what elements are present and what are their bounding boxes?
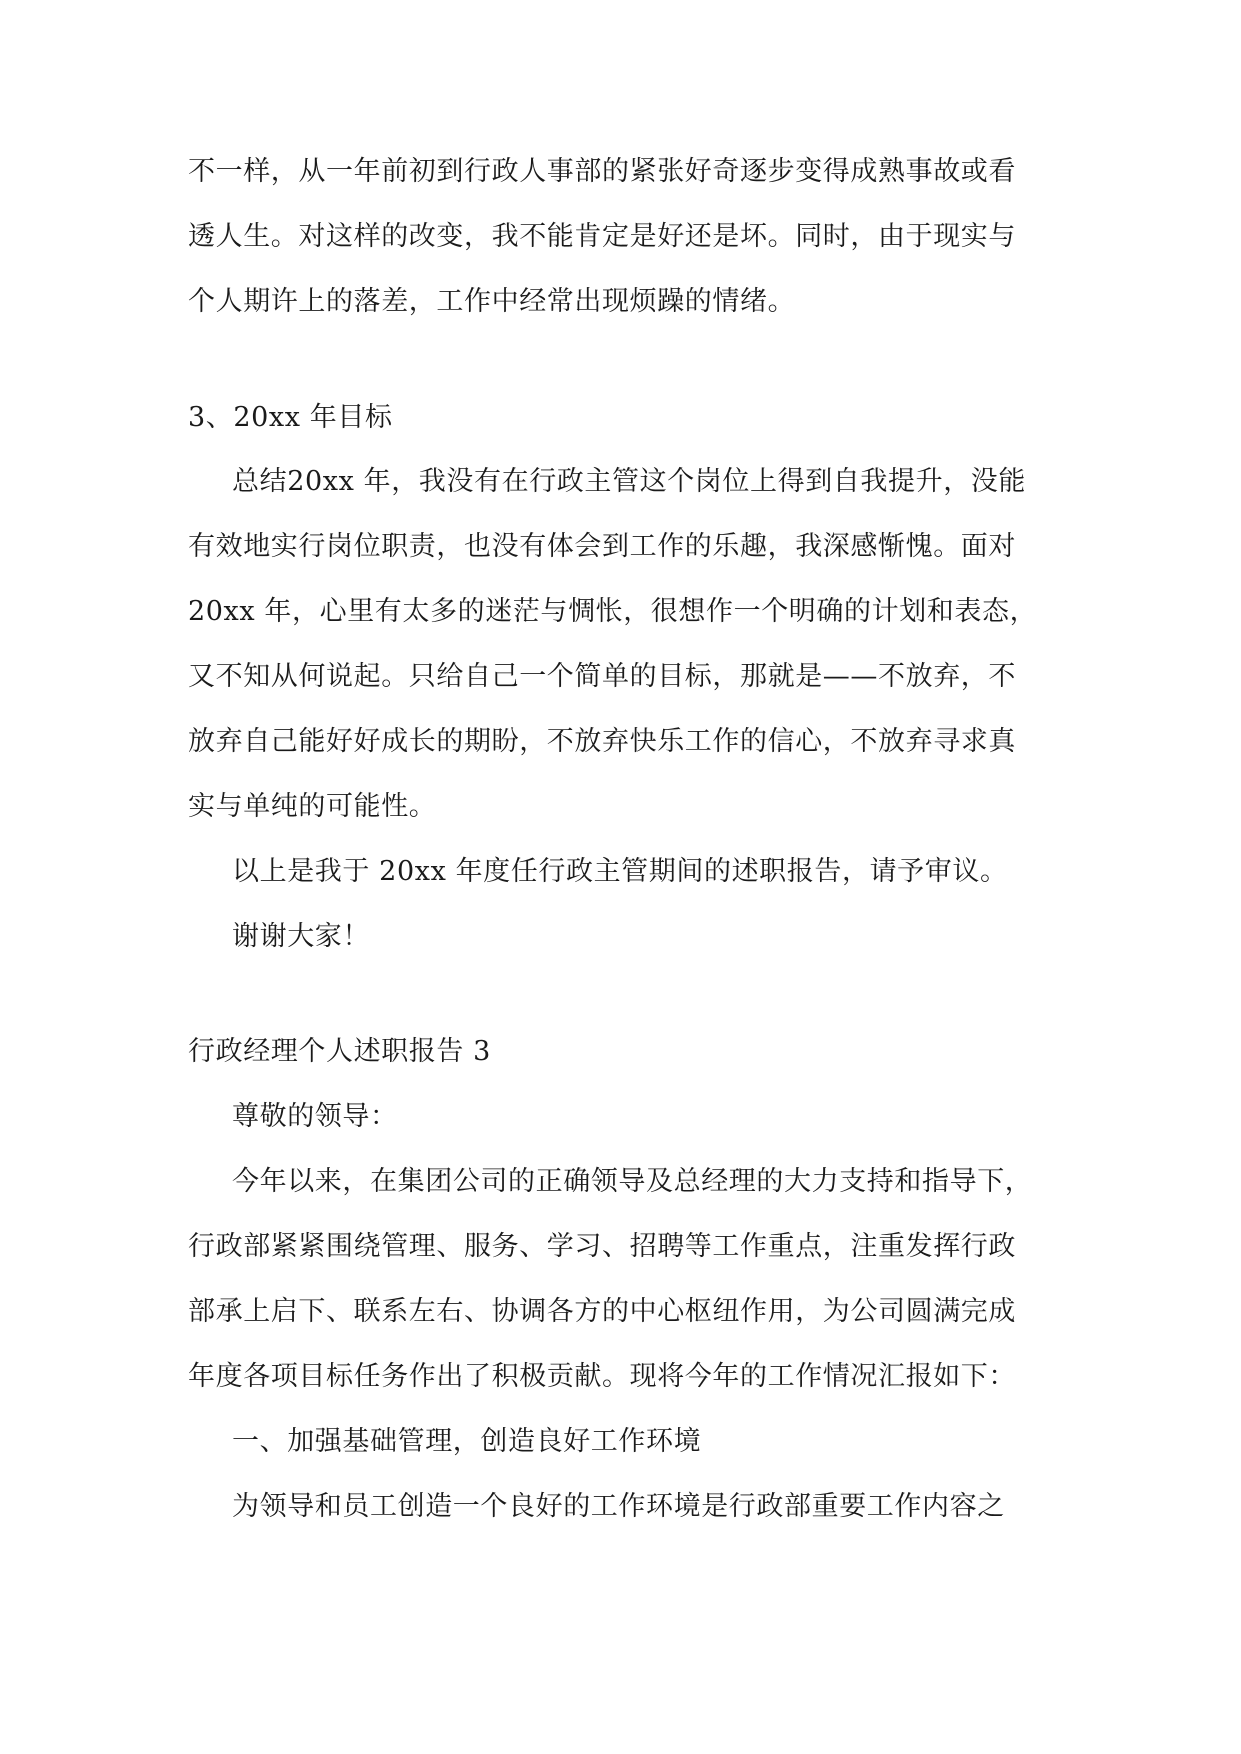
paragraph-line: 20xx 年，心里有太多的迷茫与惆怅，很想作一个明确的计划和表态， xyxy=(188,596,1038,627)
paragraph-line: 总结20xx 年，我没有在行政主管这个岗位上得到自我提升，没能 xyxy=(232,466,1026,497)
salutation: 尊敬的领导： xyxy=(232,1101,398,1132)
paragraph-line: 今年以来，在集团公司的正确领导及总经理的大力支持和指导下， xyxy=(232,1166,1033,1197)
section-heading: 一、加强基础管理，创造良好工作环境 xyxy=(232,1426,702,1457)
paragraph-line: 放弃自己能好好成长的期盼，不放弃快乐工作的信心，不放弃寻求真 xyxy=(188,726,1016,757)
paragraph-line: 个人期许上的落差，工作中经常出现烦躁的情绪。 xyxy=(188,286,796,317)
paragraph-line: 年度各项目标任务作出了积极贡献。现将今年的工作情况汇报如下： xyxy=(188,1361,1016,1392)
paragraph-line: 部承上启下、联系左右、协调各方的中心枢纽作用，为公司圆满完成 xyxy=(188,1296,1016,1327)
paragraph-line: 透人生。对这样的改变，我不能肯定是好还是坏。同时，由于现实与 xyxy=(188,221,1016,252)
paragraph-line: 不一样，从一年前初到行政人事部的紧张好奇逐步变得成熟事故或看 xyxy=(188,156,1016,187)
section-heading: 3、20xx 年目标 xyxy=(188,402,393,433)
closing-line: 谢谢大家！ xyxy=(232,921,370,952)
paragraph-line: 有效地实行岗位职责，也没有体会到工作的乐趣，我深感惭愧。面对 xyxy=(188,531,1016,562)
paragraph-line: 行政部紧紧围绕管理、服务、学习、招聘等工作重点，注重发挥行政 xyxy=(188,1231,1016,1262)
paragraph-line: 为领导和员工创造一个良好的工作环境是行政部重要工作内容之 xyxy=(232,1491,1005,1522)
paragraph-line: 实与单纯的可能性。 xyxy=(188,791,437,822)
paragraph-line: 又不知从何说起。只给自己一个简单的目标，那就是——不放弃，不 xyxy=(188,661,1016,692)
report-title: 行政经理个人述职报告 3 xyxy=(188,1036,491,1067)
paragraph-line: 以上是我于 20xx 年度任行政主管期间的述职报告，请予审议。 xyxy=(232,856,1008,887)
